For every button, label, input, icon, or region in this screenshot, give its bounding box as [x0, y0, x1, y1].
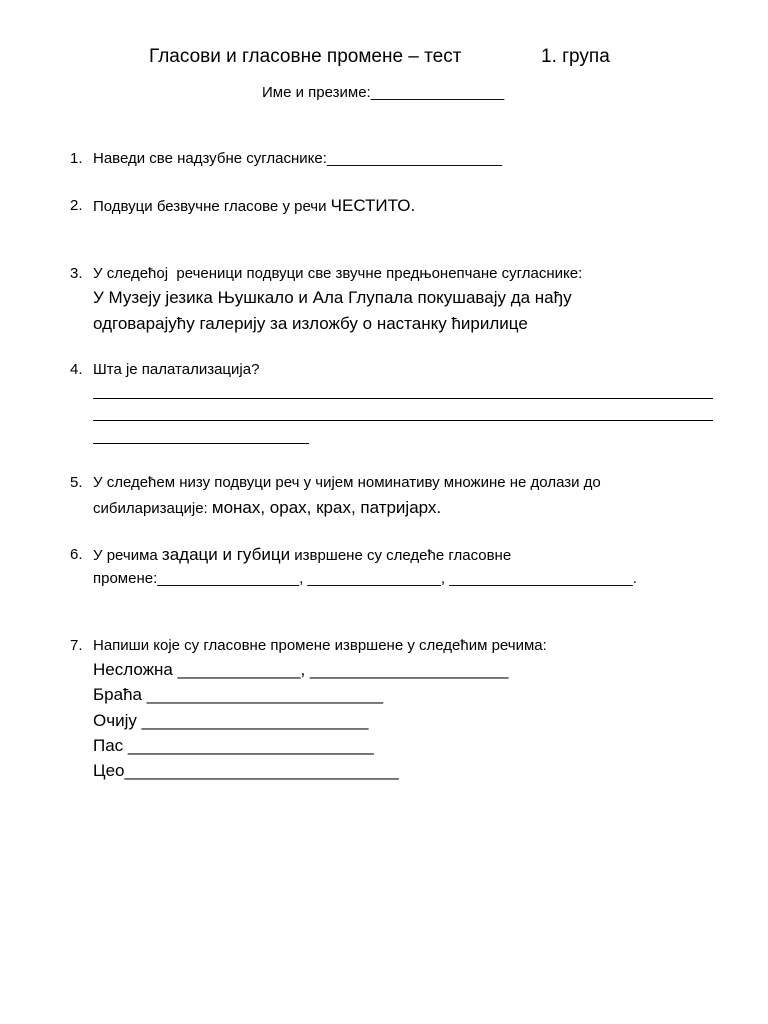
question-5-number: 5.: [70, 474, 83, 491]
question-6-prompt: У речима: [93, 547, 162, 564]
question-2-word: ЧЕСТИТО.: [330, 196, 416, 215]
question-3-text: У следећој реченици подвуци све звучне предњонепчане сугласнике:: [93, 265, 583, 282]
question-5-text-line-1: У следећем низу подвуци реч у чијем номинативу множине не долази до: [93, 474, 601, 491]
question-7-text: Напиши које су гласовне промене извршене у следећим речима:: [93, 637, 547, 654]
question-6-number: 6.: [70, 546, 83, 563]
question-6-prompt-end: извршене су следеће гласовне: [290, 547, 512, 564]
question-7-item-2: Браћа _________________________: [93, 685, 384, 704]
question-6-text-line-1: [93, 545, 511, 565]
group-label: 1. група: [541, 46, 610, 67]
question-3-number: 3.: [70, 265, 83, 282]
question-1-text: Наведи све надзубне сугласнике:_____________________: [93, 150, 503, 167]
question-4-answer-line-1: [93, 398, 713, 399]
question-2-number: 2.: [70, 197, 83, 214]
question-1-number: 1.: [70, 150, 83, 167]
question-3-sentence-line-1: У Музеју језика Њушкало и Ала Глупала покушавају да нађу: [93, 288, 572, 307]
question-4-answer-line-2: [93, 420, 713, 421]
question-7-item-4: Пас __________________________: [93, 736, 374, 755]
question-5-text-line-2: [93, 498, 441, 518]
question-4-number: 4.: [70, 361, 83, 378]
question-7-item-5: Цео_____________________________: [93, 761, 399, 780]
question-4-text: Шта је палатализација?: [93, 361, 260, 378]
name-prompt: Име и презиме:________________: [262, 84, 505, 101]
question-5-words: монах, орах, крах, патријарх.: [211, 498, 442, 517]
test-title: Гласови и гласовне промене – тест: [149, 46, 462, 67]
question-7-number: 7.: [70, 637, 83, 654]
question-4-answer-line-3: [93, 443, 309, 444]
question-5-prompt: сибиларизације:: [93, 500, 212, 517]
question-6-words: задаци и губици: [161, 545, 291, 564]
question-2-text: [93, 196, 415, 216]
question-7-item-1: Несложна _____________, _____________________: [93, 660, 509, 679]
question-7-item-3: Очију ________________________: [93, 711, 369, 730]
question-2-prompt: Подвуци безвучне гласове у речи: [93, 198, 331, 215]
question-6-text-line-2: промене:_________________, ________________, ______________________.: [93, 570, 637, 587]
question-3-sentence-line-2: одговарајућу галерију за изложбу о настанку ћирилице: [93, 314, 528, 333]
